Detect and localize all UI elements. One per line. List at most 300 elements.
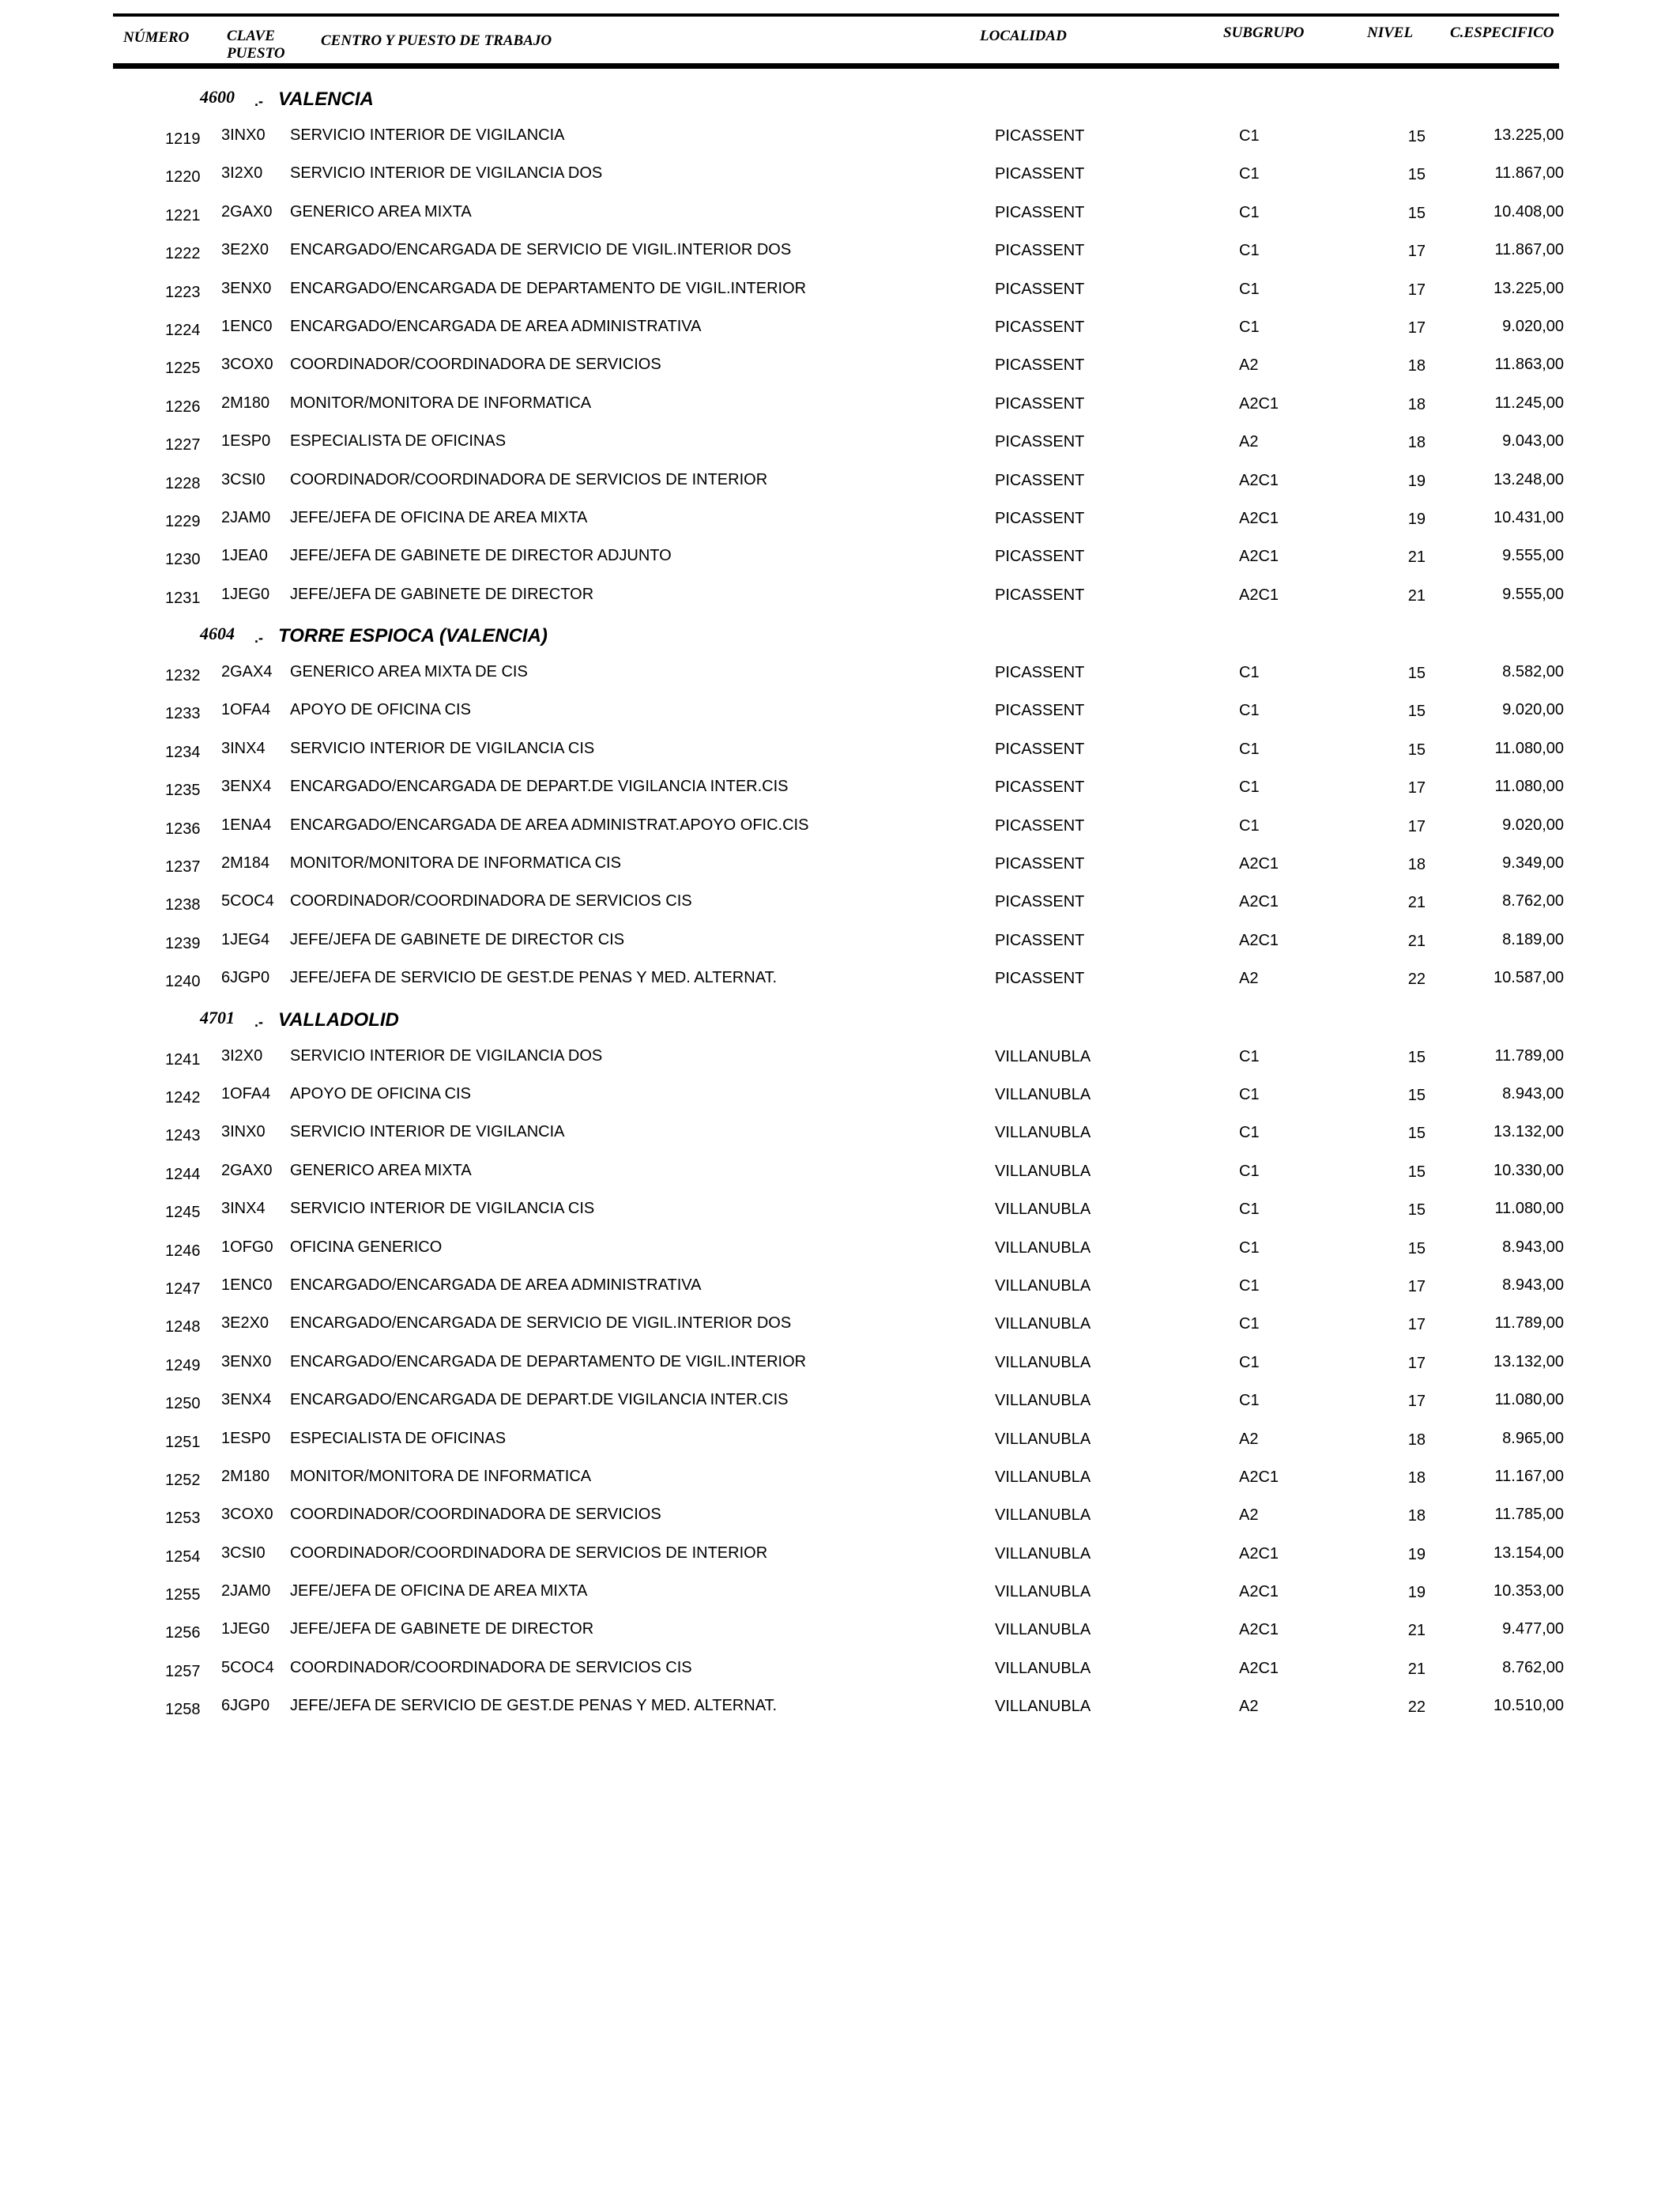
cell-nivel: 19 xyxy=(1407,1545,1426,1563)
header-numero: NÚMERO xyxy=(123,29,190,46)
cell-clave: 2M184 xyxy=(221,854,270,873)
cell-localidad: PICASSENT xyxy=(995,931,1085,949)
cell-subgrupo: A2C1 xyxy=(1239,1659,1279,1677)
cell-clave: 2M180 xyxy=(221,394,270,412)
header-centro: CENTRO Y PUESTO DE TRABAJO xyxy=(321,32,552,49)
cell-nivel: 17 xyxy=(1407,1393,1426,1411)
cell-nivel: 15 xyxy=(1407,1163,1426,1181)
cell-especifico: 8.762,00 xyxy=(1502,892,1564,910)
cell-nivel: 15 xyxy=(1407,741,1426,759)
cell-nivel: 17 xyxy=(1407,1316,1426,1334)
cell-centro: ENCARGADO/ENCARGADA DE AREA ADMINISTRATIVA xyxy=(290,1276,702,1294)
table-row xyxy=(0,884,1680,922)
cell-numero: 1221 xyxy=(165,206,201,224)
cell-clave: 3E2X0 xyxy=(221,1314,269,1333)
cell-subgrupo: C1 xyxy=(1239,242,1260,260)
cell-especifico: 10.587,00 xyxy=(1494,969,1564,987)
cell-especifico: 13.248,00 xyxy=(1494,470,1564,488)
cell-clave: 1JEG4 xyxy=(221,930,270,948)
cell-subgrupo: A2C1 xyxy=(1239,893,1279,911)
cell-nivel: 21 xyxy=(1407,1622,1426,1640)
cell-nivel: 17 xyxy=(1407,1277,1426,1295)
cell-clave: 2JAM0 xyxy=(221,508,271,526)
cell-nivel: 18 xyxy=(1407,395,1426,413)
table-row xyxy=(0,846,1680,884)
cell-especifico: 11.167,00 xyxy=(1494,1467,1564,1485)
cell-clave: 1JEG0 xyxy=(221,1620,270,1638)
table-row xyxy=(0,961,1680,999)
cell-nivel: 21 xyxy=(1407,932,1426,950)
cell-clave: 1OFA4 xyxy=(221,1084,271,1103)
cell-subgrupo: A2C1 xyxy=(1239,394,1279,413)
section-header xyxy=(0,616,1680,655)
table-row xyxy=(0,1039,1680,1077)
cell-nivel: 19 xyxy=(1407,510,1426,528)
cell-localidad: PICASSENT xyxy=(995,127,1085,145)
cell-numero: 1256 xyxy=(165,1624,201,1642)
table-row xyxy=(0,1498,1680,1536)
cell-centro: ENCARGADO/ENCARGADA DE AREA ADMINISTRAT.APOYO OFIC.CIS xyxy=(290,816,809,834)
cell-subgrupo: A2C1 xyxy=(1239,1544,1279,1563)
cell-subgrupo: C1 xyxy=(1239,318,1260,336)
cell-centro: COORDINADOR/COORDINADORA DE SERVICIOS xyxy=(290,1506,661,1524)
cell-centro: JEFE/JEFA DE SERVICIO DE GEST.DE PENAS Y MED. ALTERNAT. xyxy=(290,969,778,987)
cell-centro: SERVICIO INTERIOR DE VIGILANCIA xyxy=(290,1123,565,1141)
cell-numero: 1236 xyxy=(165,820,201,838)
cell-numero: 1219 xyxy=(165,130,201,148)
table-row xyxy=(0,1231,1680,1269)
cell-centro: JEFE/JEFA DE OFICINA DE AREA MIXTA xyxy=(290,508,588,526)
cell-clave: 1ESP0 xyxy=(221,432,271,450)
cell-centro: SERVICIO INTERIOR DE VIGILANCIA CIS xyxy=(290,1200,595,1218)
cell-nivel: 15 xyxy=(1407,1125,1426,1143)
cell-numero: 1220 xyxy=(165,168,201,187)
cell-localidad: PICASSENT xyxy=(995,356,1085,375)
cell-nivel: 19 xyxy=(1407,1584,1426,1602)
cell-clave: 5COC4 xyxy=(221,892,274,910)
table-row xyxy=(0,1460,1680,1498)
cell-localidad: VILLANUBLA xyxy=(995,1201,1091,1219)
table-row xyxy=(0,1689,1680,1727)
table-row xyxy=(0,923,1680,961)
table-row xyxy=(0,1651,1680,1689)
cell-localidad: PICASSENT xyxy=(995,509,1085,527)
table-row xyxy=(0,272,1680,310)
table-row xyxy=(0,578,1680,616)
cell-especifico: 8.762,00 xyxy=(1502,1658,1564,1676)
cell-clave: 3ENX0 xyxy=(221,279,272,297)
cell-centro: MONITOR/MONITORA DE INFORMATICA xyxy=(290,394,592,412)
cell-centro: GENERICO AREA MIXTA DE CIS xyxy=(290,663,528,681)
cell-clave: 1OFA4 xyxy=(221,701,271,719)
cell-localidad: PICASSENT xyxy=(995,664,1085,682)
table-row xyxy=(0,463,1680,501)
cell-especifico: 11.867,00 xyxy=(1494,164,1564,183)
section-name: TORRE ESPIOCA (VALENCIA) xyxy=(278,625,548,647)
cell-especifico: 9.043,00 xyxy=(1502,432,1564,450)
cell-nivel: 15 xyxy=(1407,166,1426,184)
cell-localidad: PICASSENT xyxy=(995,203,1085,221)
section-code: 4701 xyxy=(200,1007,235,1027)
cell-nivel: 18 xyxy=(1407,856,1426,874)
cell-numero: 1234 xyxy=(165,743,201,761)
cell-localidad: VILLANUBLA xyxy=(995,1353,1091,1371)
section-separator: .- xyxy=(254,630,263,647)
cell-centro: SERVICIO INTERIOR DE VIGILANCIA xyxy=(290,126,565,144)
header-bottom-rule xyxy=(113,63,1559,69)
cell-subgrupo: A2 xyxy=(1239,1698,1259,1716)
cell-numero: 1224 xyxy=(165,321,201,339)
cell-nivel: 18 xyxy=(1407,357,1426,375)
header-top-rule xyxy=(113,13,1559,17)
cell-numero: 1242 xyxy=(165,1088,201,1106)
cell-localidad: VILLANUBLA xyxy=(995,1162,1091,1180)
cell-clave: 2JAM0 xyxy=(221,1582,271,1600)
cell-centro: ENCARGADO/ENCARGADA DE AREA ADMINISTRATIVA xyxy=(290,317,702,335)
cell-especifico: 10.408,00 xyxy=(1494,202,1564,221)
cell-numero: 1223 xyxy=(165,283,201,301)
cell-centro: ENCARGADO/ENCARGADA DE SERVICIO DE VIGIL.INTERIOR DOS xyxy=(290,241,792,259)
cell-especifico: 13.154,00 xyxy=(1494,1544,1564,1562)
cell-centro: ENCARGADO/ENCARGADA DE DEPART.DE VIGILANCIA INTER.CIS xyxy=(290,778,789,796)
cell-nivel: 15 xyxy=(1407,1201,1426,1220)
table-row xyxy=(0,1154,1680,1192)
cell-localidad: VILLANUBLA xyxy=(995,1392,1091,1410)
cell-subgrupo: A2C1 xyxy=(1239,471,1279,489)
cell-numero: 1239 xyxy=(165,934,201,952)
cell-centro: APOYO DE OFICINA CIS xyxy=(290,701,471,719)
cell-localidad: PICASSENT xyxy=(995,702,1085,720)
cell-localidad: VILLANUBLA xyxy=(995,1544,1091,1563)
cell-clave: 6JGP0 xyxy=(221,969,270,987)
cell-clave: 3INX0 xyxy=(221,126,266,144)
table-row xyxy=(0,693,1680,731)
section-header xyxy=(0,79,1680,119)
cell-subgrupo: C1 xyxy=(1239,816,1260,835)
cell-numero: 1226 xyxy=(165,398,201,416)
cell-numero: 1235 xyxy=(165,782,201,800)
cell-clave: 3INX4 xyxy=(221,739,266,757)
cell-especifico: 11.080,00 xyxy=(1494,739,1564,757)
table-row xyxy=(0,1574,1680,1612)
table-row xyxy=(0,233,1680,271)
cell-centro: MONITOR/MONITORA DE INFORMATICA xyxy=(290,1467,592,1485)
table-row xyxy=(0,195,1680,233)
cell-nivel: 15 xyxy=(1407,1239,1426,1257)
cell-especifico: 10.330,00 xyxy=(1494,1161,1564,1179)
cell-localidad: PICASSENT xyxy=(995,586,1085,604)
cell-localidad: VILLANUBLA xyxy=(995,1468,1091,1486)
cell-nivel: 18 xyxy=(1407,1507,1426,1525)
cell-nivel: 15 xyxy=(1407,703,1426,721)
cell-clave: 3E2X0 xyxy=(221,241,269,259)
cell-centro: SERVICIO INTERIOR DE VIGILANCIA DOS xyxy=(290,164,603,183)
cell-especifico: 8.582,00 xyxy=(1502,663,1564,681)
cell-nivel: 17 xyxy=(1407,779,1426,797)
cell-centro: JEFE/JEFA DE GABINETE DE DIRECTOR CIS xyxy=(290,930,625,948)
cell-clave: 3ENX4 xyxy=(221,778,272,796)
cell-localidad: PICASSENT xyxy=(995,548,1085,566)
cell-especifico: 9.020,00 xyxy=(1502,816,1564,834)
cell-subgrupo: C1 xyxy=(1239,280,1260,298)
cell-centro: APOYO DE OFICINA CIS xyxy=(290,1084,471,1103)
cell-numero: 1240 xyxy=(165,973,201,991)
cell-subgrupo: C1 xyxy=(1239,203,1260,221)
cell-localidad: PICASSENT xyxy=(995,816,1085,835)
cell-subgrupo: C1 xyxy=(1239,1201,1260,1219)
cell-clave: 3CSI0 xyxy=(221,1544,266,1562)
cell-especifico: 9.349,00 xyxy=(1502,854,1564,873)
cell-especifico: 8.943,00 xyxy=(1502,1238,1564,1256)
cell-especifico: 8.189,00 xyxy=(1502,930,1564,948)
cell-numero: 1241 xyxy=(165,1050,201,1069)
cell-numero: 1238 xyxy=(165,896,201,914)
table-row xyxy=(0,1306,1680,1344)
header-especifico: C.ESPECIFICO xyxy=(1450,25,1554,41)
cell-subgrupo: A2 xyxy=(1239,1430,1259,1448)
cell-numero: 1222 xyxy=(165,245,201,263)
cell-centro: ESPECIALISTA DE OFICINAS xyxy=(290,1429,507,1447)
section-separator: .- xyxy=(254,93,263,109)
cell-numero: 1247 xyxy=(165,1280,201,1298)
cell-centro: ENCARGADO/ENCARGADA DE SERVICIO DE VIGIL.INTERIOR DOS xyxy=(290,1314,792,1333)
table-row xyxy=(0,809,1680,846)
cell-subgrupo: C1 xyxy=(1239,740,1260,758)
cell-localidad: VILLANUBLA xyxy=(995,1583,1091,1601)
cell-clave: 1JEA0 xyxy=(221,547,268,565)
cell-localidad: PICASSENT xyxy=(995,394,1085,413)
table-row xyxy=(0,386,1680,424)
cell-especifico: 13.132,00 xyxy=(1494,1123,1564,1141)
cell-clave: 3COX0 xyxy=(221,356,273,374)
cell-localidad: VILLANUBLA xyxy=(995,1621,1091,1639)
cell-subgrupo: A2C1 xyxy=(1239,586,1279,604)
cell-clave: 3I2X0 xyxy=(221,164,263,183)
cell-numero: 1232 xyxy=(165,667,201,685)
cell-clave: 3CSI0 xyxy=(221,470,266,488)
cell-numero: 1253 xyxy=(165,1510,201,1528)
cell-subgrupo: C1 xyxy=(1239,1085,1260,1103)
cell-numero: 1227 xyxy=(165,436,201,454)
cell-nivel: 21 xyxy=(1407,1660,1426,1678)
cell-subgrupo: C1 xyxy=(1239,1124,1260,1142)
table-row xyxy=(0,1536,1680,1574)
cell-clave: 3ENX4 xyxy=(221,1391,272,1409)
cell-especifico: 11.789,00 xyxy=(1494,1314,1564,1333)
cell-subgrupo: A2C1 xyxy=(1239,509,1279,527)
table-row xyxy=(0,1077,1680,1115)
cell-clave: 2GAX0 xyxy=(221,1161,273,1179)
cell-localidad: VILLANUBLA xyxy=(995,1506,1091,1525)
section-header xyxy=(0,1000,1680,1039)
cell-centro: SERVICIO INTERIOR DE VIGILANCIA DOS xyxy=(290,1046,603,1065)
cell-nivel: 17 xyxy=(1407,1354,1426,1372)
cell-subgrupo: C1 xyxy=(1239,165,1260,183)
cell-numero: 1257 xyxy=(165,1662,201,1680)
table-row xyxy=(0,156,1680,194)
cell-numero: 1255 xyxy=(165,1586,201,1604)
cell-numero: 1250 xyxy=(165,1395,201,1413)
table-row xyxy=(0,1422,1680,1460)
cell-numero: 1243 xyxy=(165,1127,201,1145)
cell-localidad: PICASSENT xyxy=(995,165,1085,183)
cell-localidad: VILLANUBLA xyxy=(995,1047,1091,1065)
cell-nivel: 21 xyxy=(1407,586,1426,605)
cell-nivel: 22 xyxy=(1407,1698,1426,1717)
cell-localidad: PICASSENT xyxy=(995,280,1085,298)
cell-localidad: VILLANUBLA xyxy=(995,1238,1091,1257)
section-code: 4600 xyxy=(200,87,235,107)
table-row xyxy=(0,424,1680,462)
cell-nivel: 21 xyxy=(1407,548,1426,567)
cell-especifico: 10.353,00 xyxy=(1494,1582,1564,1600)
cell-nivel: 22 xyxy=(1407,971,1426,989)
cell-localidad: PICASSENT xyxy=(995,893,1085,911)
table-row xyxy=(0,770,1680,808)
table-row xyxy=(0,310,1680,348)
cell-numero: 1254 xyxy=(165,1547,201,1566)
cell-localidad: PICASSENT xyxy=(995,433,1085,451)
cell-especifico: 11.867,00 xyxy=(1494,241,1564,259)
cell-especifico: 11.785,00 xyxy=(1494,1506,1564,1524)
cell-localidad: PICASSENT xyxy=(995,855,1085,873)
cell-centro: MONITOR/MONITORA DE INFORMATICA CIS xyxy=(290,854,621,873)
cell-especifico: 8.965,00 xyxy=(1502,1429,1564,1447)
cell-numero: 1251 xyxy=(165,1433,201,1451)
cell-nivel: 19 xyxy=(1407,472,1426,490)
cell-subgrupo: C1 xyxy=(1239,1238,1260,1257)
cell-nivel: 17 xyxy=(1407,243,1426,261)
table-row xyxy=(0,655,1680,693)
cell-nivel: 15 xyxy=(1407,1048,1426,1066)
cell-clave: 1ENC0 xyxy=(221,1276,273,1294)
cell-localidad: PICASSENT xyxy=(995,318,1085,336)
cell-localidad: VILLANUBLA xyxy=(995,1698,1091,1716)
cell-nivel: 17 xyxy=(1407,319,1426,337)
cell-numero: 1245 xyxy=(165,1204,201,1222)
cell-numero: 1228 xyxy=(165,474,201,492)
cell-localidad: PICASSENT xyxy=(995,970,1085,988)
table-row xyxy=(0,1612,1680,1650)
cell-numero: 1237 xyxy=(165,858,201,876)
cell-subgrupo: C1 xyxy=(1239,778,1260,797)
cell-centro: ENCARGADO/ENCARGADA DE DEPARTAMENTO DE VIGIL.INTERIOR xyxy=(290,1352,807,1370)
cell-centro: JEFE/JEFA DE GABINETE DE DIRECTOR xyxy=(290,1620,594,1638)
table-row xyxy=(0,1192,1680,1230)
cell-clave: 6JGP0 xyxy=(221,1697,270,1715)
cell-clave: 2GAX0 xyxy=(221,202,273,221)
cell-centro: COORDINADOR/COORDINADORA DE SERVICIOS CIS xyxy=(290,1658,692,1676)
section-separator: .- xyxy=(254,1013,263,1030)
cell-especifico: 8.943,00 xyxy=(1502,1276,1564,1294)
cell-subgrupo: C1 xyxy=(1239,664,1260,682)
table-row xyxy=(0,1383,1680,1421)
cell-nivel: 15 xyxy=(1407,204,1426,222)
cell-localidad: PICASSENT xyxy=(995,242,1085,260)
header-puesto: PUESTO xyxy=(227,45,285,62)
cell-nivel: 18 xyxy=(1407,1468,1426,1487)
cell-numero: 1244 xyxy=(165,1165,201,1183)
cell-nivel: 15 xyxy=(1407,128,1426,145)
cell-centro: JEFE/JEFA DE OFICINA DE AREA MIXTA xyxy=(290,1582,588,1600)
cell-clave: 1ESP0 xyxy=(221,1429,271,1447)
cell-especifico: 11.245,00 xyxy=(1494,394,1564,412)
cell-localidad: VILLANUBLA xyxy=(995,1085,1091,1103)
cell-localidad: VILLANUBLA xyxy=(995,1659,1091,1677)
cell-subgrupo: A2C1 xyxy=(1239,855,1279,873)
header-subgrupo: SUBGRUPO xyxy=(1223,25,1305,41)
cell-centro: JEFE/JEFA DE GABINETE DE DIRECTOR xyxy=(290,585,594,603)
cell-clave: 5COC4 xyxy=(221,1658,274,1676)
cell-localidad: VILLANUBLA xyxy=(995,1124,1091,1142)
cell-especifico: 8.943,00 xyxy=(1502,1084,1564,1103)
cell-especifico: 9.020,00 xyxy=(1502,317,1564,335)
cell-especifico: 13.225,00 xyxy=(1494,126,1564,144)
cell-numero: 1252 xyxy=(165,1471,201,1489)
cell-especifico: 11.080,00 xyxy=(1494,1200,1564,1218)
cell-especifico: 10.431,00 xyxy=(1494,508,1564,526)
table-row xyxy=(0,119,1680,156)
cell-centro: COORDINADOR/COORDINADORA DE SERVICIOS CIS xyxy=(290,892,692,910)
cell-subgrupo: C1 xyxy=(1239,1353,1260,1371)
cell-clave: 1OFG0 xyxy=(221,1238,273,1256)
cell-especifico: 9.555,00 xyxy=(1502,585,1564,603)
cell-subgrupo: A2C1 xyxy=(1239,548,1279,566)
cell-numero: 1248 xyxy=(165,1318,201,1336)
cell-especifico: 11.080,00 xyxy=(1494,1391,1564,1409)
cell-especifico: 13.132,00 xyxy=(1494,1352,1564,1370)
cell-subgrupo: C1 xyxy=(1239,1392,1260,1410)
cell-especifico: 9.477,00 xyxy=(1502,1620,1564,1638)
cell-especifico: 11.080,00 xyxy=(1494,778,1564,796)
cell-localidad: VILLANUBLA xyxy=(995,1315,1091,1333)
cell-localidad: PICASSENT xyxy=(995,778,1085,797)
cell-subgrupo: A2 xyxy=(1239,433,1259,451)
cell-especifico: 10.510,00 xyxy=(1494,1697,1564,1715)
cell-clave: 3I2X0 xyxy=(221,1046,263,1065)
cell-especifico: 11.789,00 xyxy=(1494,1046,1564,1065)
cell-subgrupo: A2 xyxy=(1239,970,1259,988)
cell-nivel: 18 xyxy=(1407,1431,1426,1449)
cell-subgrupo: C1 xyxy=(1239,1276,1260,1295)
cell-subgrupo: A2C1 xyxy=(1239,1621,1279,1639)
cell-localidad: VILLANUBLA xyxy=(995,1276,1091,1295)
section-code: 4604 xyxy=(200,624,235,644)
cell-clave: 3COX0 xyxy=(221,1506,273,1524)
cell-especifico: 11.863,00 xyxy=(1494,356,1564,374)
table-row xyxy=(0,348,1680,386)
cell-centro: GENERICO AREA MIXTA xyxy=(290,202,472,221)
cell-localidad: PICASSENT xyxy=(995,471,1085,489)
cell-numero: 1229 xyxy=(165,512,201,530)
header-nivel: NIVEL xyxy=(1367,25,1414,41)
cell-subgrupo: C1 xyxy=(1239,1162,1260,1180)
cell-clave: 3INX4 xyxy=(221,1200,266,1218)
cell-localidad: VILLANUBLA xyxy=(995,1430,1091,1448)
cell-nivel: 15 xyxy=(1407,1086,1426,1104)
table-row xyxy=(0,1115,1680,1153)
cell-nivel: 18 xyxy=(1407,434,1426,452)
cell-subgrupo: A2 xyxy=(1239,1506,1259,1525)
cell-nivel: 17 xyxy=(1407,817,1426,835)
cell-centro: ENCARGADO/ENCARGADA DE DEPART.DE VIGILANCIA INTER.CIS xyxy=(290,1391,789,1409)
cell-especifico: 9.555,00 xyxy=(1502,547,1564,565)
table-body xyxy=(0,79,1680,1728)
section-name: VALENCIA xyxy=(278,89,374,110)
cell-centro: JEFE/JEFA DE SERVICIO DE GEST.DE PENAS Y MED. ALTERNAT. xyxy=(290,1697,778,1715)
cell-subgrupo: C1 xyxy=(1239,1315,1260,1333)
cell-numero: 1231 xyxy=(165,589,201,607)
